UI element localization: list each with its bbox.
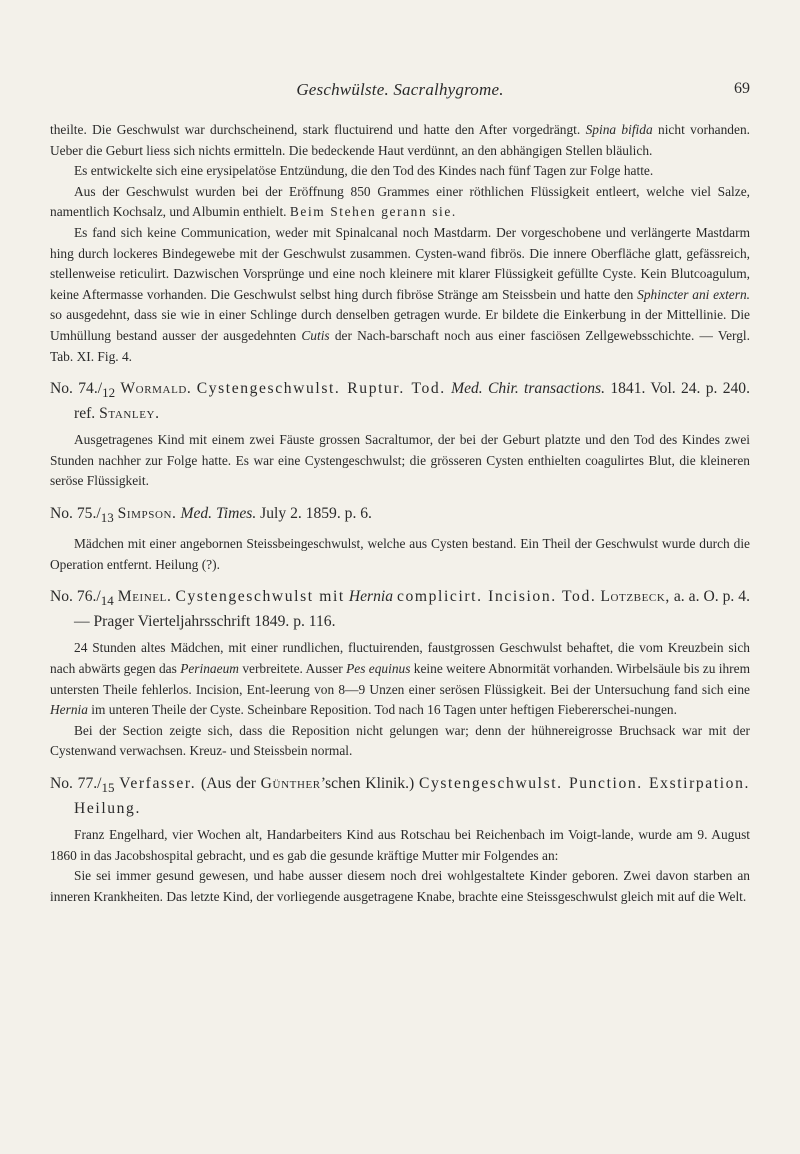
running-title: Geschwülste. Sacralhygrome. (296, 80, 504, 99)
paragraph: Es entwickelte sich eine erysipelatöse Entzündung, die den Tod des Kindes nach fünf Tagen zur Folge hatte. (74, 163, 654, 179)
paragraph: theilte. Die Geschwulst war durchscheinend, stark fluctuirend und hatte den After vorgedrängt. Spina bifida nicht vorhanden. Ueber die Geburt liess sich nichts ermitteln. Die bedeckende Haut verdünnt, an den abhängigen Stellen bläulich. (50, 122, 750, 158)
page-body (50, 120, 750, 907)
case-text-77-history: Sie sei immer gesund gewesen, und habe ausser diesem noch drei wohlgestaltete Kinder geboren. Zwei davon starben an inneren Krankheiten. Das letzte Kind, der vorliegende ausgetragene Knabe, brachte eine Steissgeschwulst gleich mit auf die Welt. (50, 868, 750, 904)
case-text-76: 24 Stunden altes Mädchen, mit einer rundlichen, fluctuirenden, faustgrossen Geschwulst behaftet, die vom Kreuzbein sich nach abwärts gegen das Perinaeum verbreitete. Ausser Pes equinus keine weitere Abnormität vorhanden. Wirbelsäule bis zu ihrem untersten Theile fehlerlos. Incision, Ent-leerung von 8—9 Unzen einer serösen Flüssigkeit. Bei der Untersuchung fand sich eine Hernia im unteren Theile der Cyste. Scheinbare Reposition. Tod nach 16 Tagen unter heftigen Fiebererschei-nungen. (50, 640, 750, 718)
case-text-75: Mädchen mit einer angebornen Steissbeingeschwulst, welche aus Cysten bestand. Ein Theil der Geschwulst wurde durch die Operation entfernt. Heilung (?). (50, 536, 750, 572)
paragraph: Aus der Geschwulst wurden bei der Eröffnung 850 Grammes einer röthlichen Flüssigkeit entleert, welche viel Salze, namentlich Kochsalz, und Albumin enthielt. Beim Stehen gerann sie. (50, 183, 750, 220)
case-text-74: Ausgetragenes Kind mit einem zwei Fäuste grossen Sacraltumor, der bei der Geburt platzte und den Tod des Kindes zwei Stunden nachher zur Folge hatte. Es war eine Cystengeschwulst; die grösseren Cysten enthielten coagulirtes Blut, die kleineren seröse Flüssigkeit. (50, 432, 750, 489)
case-heading-76: No. $76./_{14}$ Meinel. Cystengeschwulst mit Hernia complicirt. Incision. Tod. Lotzbeck, a. a. O. p. 4. — Prager Vierteljahrsschrift 1849. p. 116. (50, 588, 750, 631)
case-heading-75: No. $75./_{13}$ Simpson. Med. Times. July 2. 1859. p. 6. (50, 505, 372, 526)
case-heading-77: No. $77./_{15}$ Verfasser. (Aus der Günther’schen Klinik.) Cystengeschwulst. Punction. Exstirpation. Heilung. (50, 774, 750, 818)
case-text-77: Franz Engelhard, vier Wochen alt, Handarbeiters Kind aus Rotschau bei Reichenbach im Voigt-lande, wurde am 9. August 1860 in das Jacobshospital gebracht, und es gab die gesunde kräftige Mutter mir Folgendes an: (50, 827, 750, 863)
case-text-76-section: Bei der Section zeigte sich, dass die Reposition nicht gelungen war; denn der hühnereigrosse Bruchsack war mit der Cystenwand verwachsen. Kreuz- und Steissbein normal. (50, 722, 750, 759)
page-number: 69 (734, 80, 750, 97)
paragraph: Es fand sich keine Communication, weder mit Spinalcanal noch Mastdarm. Der vorgeschobene und verlängerte Mastdarm hing durch lockeres Bindegewebe mit der Geschwulst zusammen. Cysten-wand fibrös. Die innere Oberfläche glatt, gefässreich, stellenweise reticulirt. Dazwischen Vorsprünge und eine noch kleinere mit klarer Flüssigkeit gefüllte Cyste. Kein Blutcoagulum, keine Aftermasse vorhanden. Die Geschwulst selbst hing durch fibröse Stränge am Steissbein und hatte den Sphincter ani extern. so ausgedehnt, dass sie wie in einer Schlinge durch denselben getragen wurde. Er bildete die Einkerbung in der Mittellinie. Die Umhüllung bestand ausser der ausgedehnten Cutis der Nach-barschaft noch aus einer fasciösen Zellgewebsschichte. — Vergl. Tab. XI. Fig. 4. (50, 224, 750, 364)
page-header (50, 80, 750, 108)
case-heading-74: No. $74./_{12}$ Wormald. Cystengeschwulst. Ruptur. Tod. Med. Chir. transactions. 1841. Vol. 24. p. 240. ref. Stanley. (50, 380, 750, 423)
